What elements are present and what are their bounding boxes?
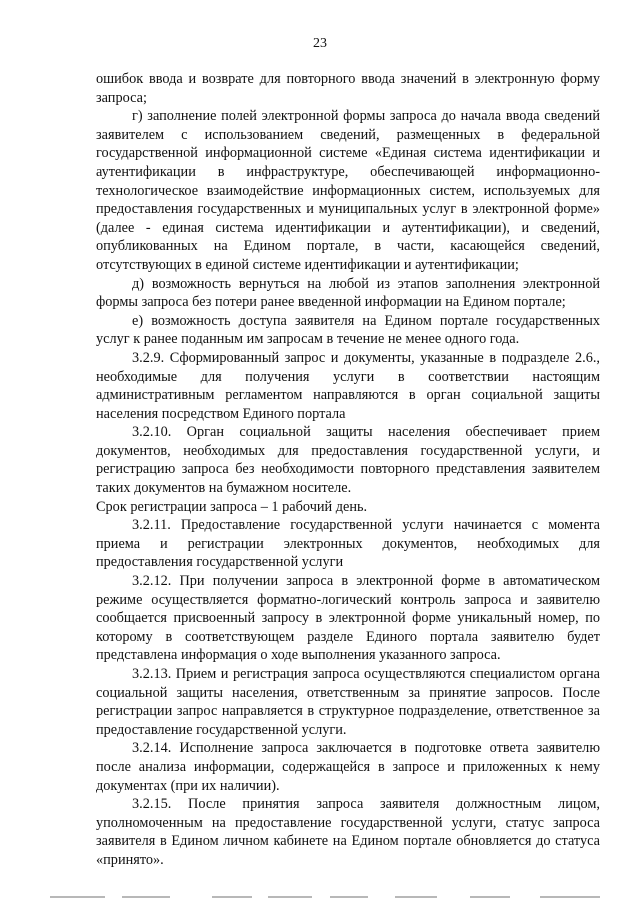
paragraph-3-2-9: 3.2.9. Сформированный запрос и документы, указанные в подразделе 2.6., необходимые для получения услуги в соответствии настоящим административным регламентом направляются в орган социальной защиты населения посредством Единого портала <box>96 349 600 422</box>
scan-mark <box>50 896 105 898</box>
paragraph-3-2-14: 3.2.14. Исполнение запроса заключается в подготовке ответа заявителю после анализа информации, содержащейся в запросе и приложенных к нему документах (при их наличии). <box>96 740 600 794</box>
scan-mark <box>212 896 252 898</box>
paragraph-registration-term: Срок регистрации запроса – 1 рабочий день. <box>96 498 368 515</box>
scan-mark <box>470 896 510 898</box>
paragraph-continuation: ошибок ввода и возврате для повторного ввода значений в электронную форму запроса; <box>96 71 600 106</box>
paragraph-item-d: д) возможность вернуться на любой из этапов заполнения электронной формы запроса без потери ранее введенной информации на Едином портале; <box>96 275 600 311</box>
paragraph-3-2-15: 3.2.15. После принятия запроса заявителя должностным лицом, уполномоченным на предоставление государственной услуги, статус запроса заявителя в Едином личном кабинете на Едином портале обновляется до статуса «принято». <box>96 796 600 868</box>
scan-mark <box>122 896 170 898</box>
paragraph-item-e: е) возможность доступа заявителя на Едином портале государственных услуг к ранее поданным им запросам в течение не менее одного года. <box>96 312 600 348</box>
scan-footer-marks <box>0 896 640 900</box>
scan-mark <box>540 896 600 898</box>
page-number: 23 <box>313 36 327 51</box>
paragraph-3-2-12: 3.2.12. При получении запроса в электронной форме в автоматическом режиме осуществляется форматно-логический контроль запроса и заявителю сообщается присвоенный запросу в электронной форме уникальный номер, по которому в соответствующем разделе Единого портала заявителю будет представлена информация о ходе выполнения указанного запроса. <box>96 573 600 664</box>
document-body <box>96 70 600 870</box>
paragraph-3-2-11: 3.2.11. Предоставление государственной услуги начинается с момента приема и регистрации электронных документов, необходимых для предоставления государственной услуги <box>96 517 600 571</box>
paragraph-item-g: г) заполнение полей электронной формы запроса до начала ввода сведений заявителем с использованием сведений, размещенных в федеральной государственной информационной системе «Единая система идентификации и аутентификации в инфраструктуре, обеспечивающей информационно-технологическое взаимодействие информационных систем, используемых для предоставления государственных и муниципальных услуг в электронной форме» (далее - единая система идентификации и аутентификации), и сведений, опубликованных на Едином портале, в части, касающейся сведений, отсутствующих в единой системе идентификации и аутентификации; <box>96 108 600 273</box>
scan-mark <box>330 896 368 898</box>
scan-mark <box>395 896 437 898</box>
scan-mark <box>268 896 312 898</box>
paragraph-3-2-13: 3.2.13. Прием и регистрация запроса осуществляются специалистом органа социальной защиты населения, ответственным за принятие запросов. После регистрации запрос направляется в структурное подразделение, ответственное за предоставление государственной услуги. <box>96 666 600 738</box>
paragraph-3-2-10: 3.2.10. Орган социальной защиты населения обеспечивает прием документов, необходимых для предоставления государственной услуги, и регистрацию запроса без необходимости повторного представления заявителем таких документов на бумажном носителе. <box>96 424 600 497</box>
